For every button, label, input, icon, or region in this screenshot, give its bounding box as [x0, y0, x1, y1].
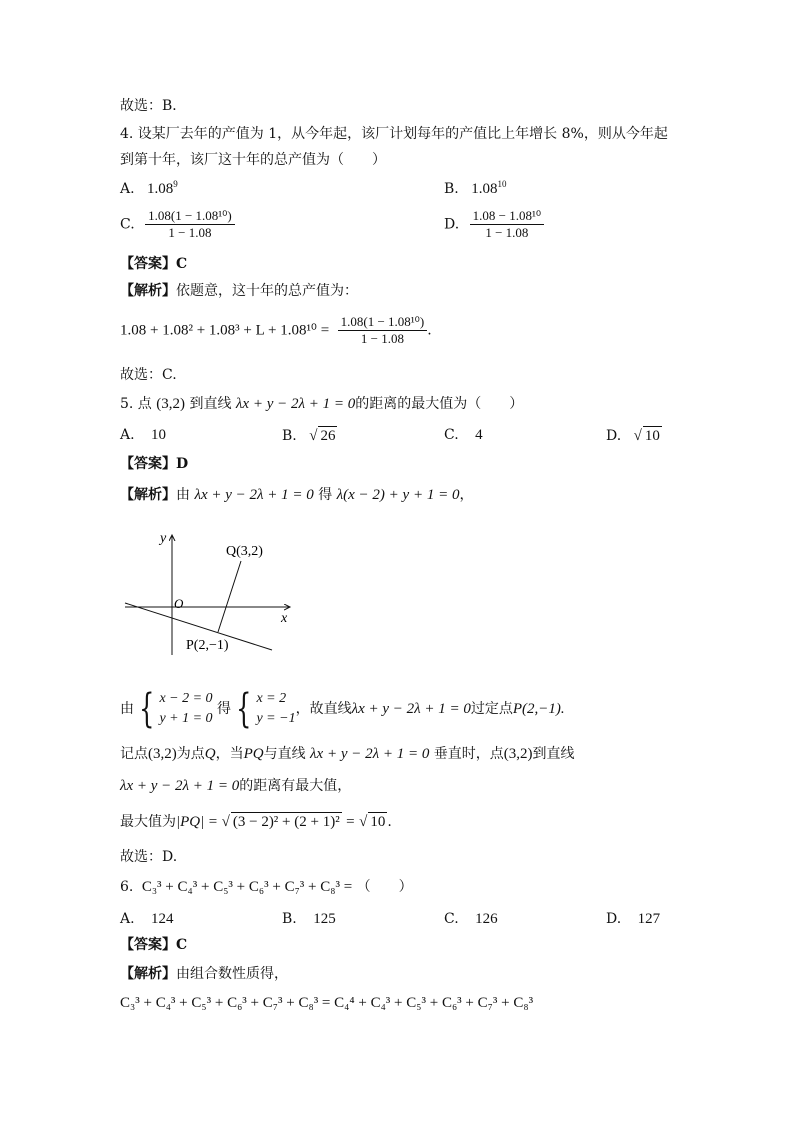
- q5-a3-pt2: (3,2): [503, 746, 533, 762]
- q4-option-c: [120, 208, 235, 241]
- q4-option-d: [444, 208, 544, 241]
- q5-option-a: [120, 426, 166, 444]
- q4-stem-line1: 4. 设某厂去年的产值为 1，从今年起，该厂计划每年的产值比上年增长 8%，则从今年起: [120, 126, 668, 142]
- segment-pq: [218, 561, 241, 632]
- q5-a3-b: 为点: [176, 746, 205, 762]
- q5-a5-res: 10: [370, 814, 386, 830]
- q4-option-d-fraction: [470, 208, 544, 241]
- q6-stem: [120, 878, 413, 896]
- x-axis-label: x: [281, 611, 288, 626]
- q5-answer: 【答案】D: [120, 456, 189, 472]
- q6-answer: 【答案】C: [120, 937, 188, 953]
- conclusion-q3: 故选：B．: [120, 98, 187, 114]
- q5-stem: [120, 395, 523, 413]
- q6-option-b: [282, 910, 336, 928]
- q6-expression: C₃³ + C₄³ + C₅³ + C₆³ + C₇³ + C₈³ =: [141, 879, 353, 895]
- q5-a3-pt: (3,2): [148, 746, 177, 762]
- q4-b-base: 1.08: [471, 181, 498, 197]
- q5-option-d-label: D.: [606, 428, 622, 444]
- q5-option-d: D. √ 10: [606, 428, 660, 444]
- q4-c-denominator: 1 − 1.08: [168, 225, 212, 240]
- q5-a5-eq2: =: [346, 814, 355, 830]
- q5-sys1-b: y + 1 = 0: [159, 711, 213, 726]
- brace-1-icon: {: [139, 686, 155, 732]
- q5-a5-a: 最大值为: [120, 814, 176, 830]
- q4-option-b: [444, 180, 506, 198]
- q5-a1-text: 由: [176, 487, 190, 503]
- q4-analysis-text: 依题意，这十年的总产值为：: [176, 283, 358, 299]
- q5-system-1: [159, 689, 212, 729]
- q6-option-a-label: A.: [120, 911, 135, 927]
- q5-a1-end: ，: [459, 487, 474, 503]
- q6-option-d-value: 127: [637, 911, 661, 927]
- q5-a1-mid: 得: [318, 487, 333, 503]
- q5-a3-pq: PQ: [243, 746, 264, 762]
- q5-option-a-value: 10: [151, 427, 167, 443]
- q5-stem-b: 到直线: [189, 396, 232, 412]
- q5-sys2-b: y = −1: [256, 711, 296, 726]
- q5-option-b-value: 26: [320, 428, 336, 444]
- q6-analysis-tag: 【解析】: [120, 966, 176, 982]
- point-q-label: Q(3,2): [226, 544, 263, 559]
- q5-analysis-line2: [120, 687, 565, 731]
- q4-option-b-label: B.: [444, 181, 459, 197]
- q5-option-c: [444, 426, 483, 444]
- q5-a5-expr: (3 − 2)² + (2 + 1)²: [232, 814, 340, 830]
- q4-sum-equation: 1.08 + 1.08² + 1.08³ + L + 1.08¹⁰ = $\frac{\text{1.08(1 − 1.08¹⁰)}}{1 - 1.08}$ .: [120, 314, 432, 346]
- q5-a3-c: ，当: [215, 746, 244, 762]
- q6-option-d-label: D.: [606, 911, 622, 927]
- q5-analysis-line5: 最大值为|PQ| = √ (3 − 2)² + (2 + 1)² = √ 10 .: [120, 814, 392, 830]
- q6-final-expression: C₃³ + C₄³ + C₅³ + C₆³ + C₇³ + C₈³ = C₄⁴ + C₄³ + C₅³ + C₆³ + C₇³ + C₈³: [120, 995, 534, 1011]
- q5-a2-line: λx + y − 2λ + 1 = 0: [351, 701, 471, 717]
- q4-option-a-label: A.: [120, 181, 135, 197]
- q5-a3-line: λx + y − 2λ + 1 = 0: [310, 746, 430, 762]
- point-p-label: P(2,−1): [186, 638, 229, 653]
- q4-analysis-tag: 【解析】: [120, 283, 176, 299]
- q4-option-a-value: [147, 181, 178, 197]
- q5-analysis-tag: 【解析】: [120, 487, 176, 503]
- q6-analysis-text: 由组合数性质得，: [176, 966, 288, 982]
- q5-a5-end: .: [387, 814, 392, 830]
- q6-option-b-value: 125: [313, 911, 336, 927]
- brace-2-icon: {: [236, 686, 252, 732]
- q5-conclusion: 故选：D.: [120, 849, 178, 865]
- q4-option-a: [120, 180, 178, 198]
- q4-conclusion: 故选：C.: [120, 367, 177, 383]
- q4-option-c-label: C.: [120, 216, 135, 233]
- q5-figure: [120, 525, 288, 660]
- q5-point: (3,2): [156, 396, 186, 412]
- q4-a-exp: 9: [173, 179, 178, 189]
- q5-a4-tail: 的距离有最大值，: [239, 778, 352, 794]
- q5-a3-d: 与直线: [263, 746, 306, 762]
- q5-a1-eq2: λ(x − 2) + y + 1 = 0: [336, 487, 460, 503]
- q5-a5-pq: |PQ|: [176, 814, 205, 830]
- q4-b-exp: 10: [497, 179, 507, 189]
- q5-sys2-a: x = 2: [256, 691, 287, 706]
- q4-d-denominator: 1 − 1.08: [485, 225, 529, 240]
- q5-a3-q: Q: [204, 746, 216, 762]
- q4-option-d-label: D.: [444, 216, 460, 233]
- q5-analysis-line3: [120, 745, 575, 763]
- q5-a3-e: 垂直时，点: [433, 746, 504, 762]
- q5-analysis-line4: [120, 777, 351, 795]
- q5-line-eq: λx + y − 2λ + 1 = 0: [235, 396, 356, 412]
- q5-stem-c: 的距离的最大值为（ ）: [355, 396, 524, 412]
- q6-option-c-label: C.: [444, 911, 459, 927]
- q5-system-2: [256, 689, 295, 729]
- q5-stem-a: 5. 点: [120, 396, 152, 412]
- q6-option-a-value: 124: [151, 911, 174, 927]
- q5-option-b-label: B.: [282, 428, 297, 444]
- q5-sys1-a: x − 2 = 0: [159, 691, 213, 706]
- q4-sum-fraction: [338, 314, 428, 347]
- q6-option-b-label: B.: [282, 911, 297, 927]
- q4-c-numerator: 1.08(1 − 1.08¹⁰): [145, 208, 235, 225]
- q6-option-a: [120, 910, 174, 928]
- origin-label: O: [174, 596, 184, 611]
- q5-a2-tail1: ，故直线: [295, 701, 352, 717]
- q5-a3-f: 到直线: [532, 746, 575, 762]
- y-axis-label: y: [160, 531, 167, 546]
- q5-a3-a: 记点: [120, 746, 148, 762]
- q4-answer: 【答案】C: [120, 256, 188, 272]
- q6-option-d: [606, 910, 660, 928]
- q5-a2-tail2: 过定点: [470, 701, 513, 717]
- q4-option-c-fraction: [145, 208, 235, 241]
- q4-d-numerator: 1.08 − 1.08¹⁰: [470, 208, 544, 225]
- q5-a1-eq1: λx + y − 2λ + 1 = 0: [194, 487, 314, 503]
- q4-sum-denominator: 1 − 1.08: [360, 331, 404, 346]
- q4-sum-lhs: 1.08 + 1.08² + 1.08³ + L + 1.08¹⁰ =: [120, 322, 330, 339]
- q6-analysis: [120, 965, 288, 983]
- q5-a2-you: 由: [120, 701, 134, 717]
- q6-option-c-value: 126: [475, 911, 498, 927]
- q4-option-b-value: [471, 181, 506, 197]
- q5-a5-eq: =: [208, 814, 218, 830]
- q6-number: 6.: [120, 879, 134, 895]
- q5-a2-de: 得: [217, 701, 232, 717]
- q5-option-c-label: C.: [444, 427, 459, 443]
- q5-a4-line: λx + y − 2λ + 1 = 0: [120, 778, 240, 794]
- q6-paren: （ ）: [356, 879, 413, 895]
- q4-sum-numerator: 1.08(1 − 1.08¹⁰): [338, 314, 428, 331]
- q5-option-b: B. √ 26: [282, 428, 336, 444]
- q6-option-c: [444, 910, 498, 928]
- q5-option-c-value: 4: [475, 427, 483, 443]
- q5-analysis-line1: [120, 486, 473, 504]
- q4-analysis: [120, 282, 358, 300]
- q5-option-a-label: A.: [120, 427, 135, 443]
- q5-a2-point: P(2,−1).: [512, 701, 565, 717]
- q4-stem-line2: 到第十年，该厂这十年的总产值为（ ）: [120, 152, 386, 168]
- q4-a-base: 1.08: [147, 181, 174, 197]
- q5-option-d-value: 10: [644, 428, 660, 444]
